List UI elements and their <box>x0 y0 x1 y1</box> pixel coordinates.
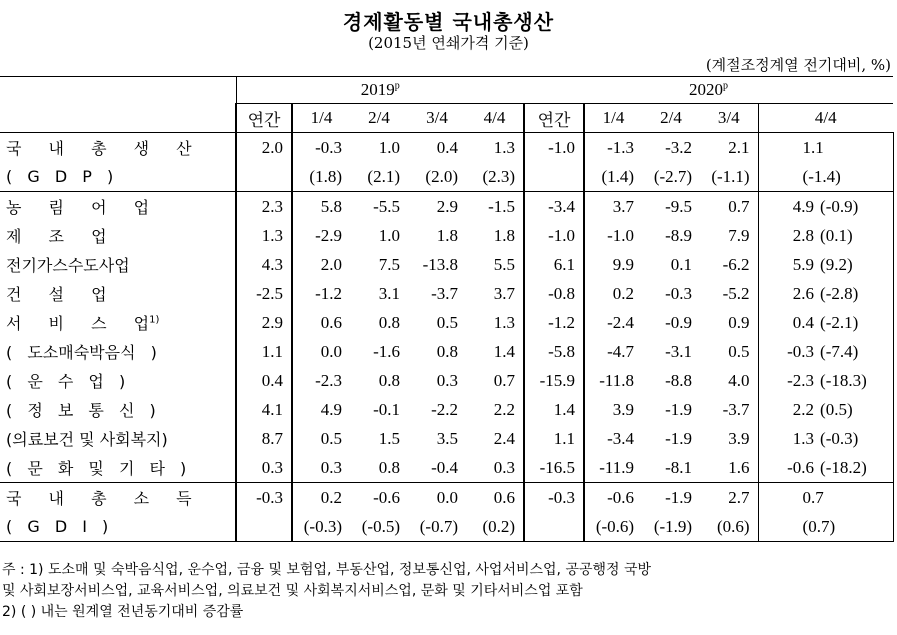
cell-7: -1.9 <box>665 428 693 448</box>
cell-9: 1.3 <box>758 424 818 453</box>
cell-9: -0.6 <box>758 453 818 483</box>
cell-5 <box>524 512 584 542</box>
cell-5: -15.9 <box>524 366 584 395</box>
cell-5: 1.4 <box>524 395 584 424</box>
cell-3: -13.8 <box>422 254 458 274</box>
cell-10: (-2.1) <box>818 308 893 337</box>
cell-5: -3.4 <box>524 192 584 222</box>
row-label: 건 설 업 <box>6 285 107 304</box>
cell-1: (-0.3) <box>292 512 350 542</box>
cell-9: -0.3 <box>758 337 818 366</box>
cell-4: (2.3) <box>466 162 524 192</box>
cell-4: 0.3 <box>466 453 524 483</box>
cell-1: -1.2 <box>315 283 342 303</box>
cell-10: (-18.2) <box>818 453 893 483</box>
cell-6: -1.0 <box>607 225 635 245</box>
quarter-header-2: 2/4 <box>350 104 408 133</box>
cell-9: 2.8 <box>758 221 818 250</box>
cell-6: 9.9 <box>612 254 635 274</box>
row-label: ( 도소매숙박음식 ) <box>6 343 157 362</box>
footnote-2: 2) ( ) 내는 원계열 전년동기대비 증감률 <box>2 604 244 620</box>
year-header-row <box>0 77 893 104</box>
cell-10: (0.1) <box>818 221 893 250</box>
cell-9: (0.7) <box>758 512 893 542</box>
cell-5: -16.5 <box>524 453 584 483</box>
table-row <box>0 424 893 453</box>
cell-2: -1.6 <box>373 341 400 361</box>
cell-3: -3.7 <box>431 283 458 303</box>
cell-3: -2.2 <box>431 399 458 419</box>
cell-1: -2.9 <box>315 225 342 245</box>
cell-7: -1.9 <box>665 487 693 507</box>
cell-7: -0.3 <box>665 283 693 303</box>
cell-0 <box>236 162 292 192</box>
cell-2: 1.5 <box>378 428 400 448</box>
cell-8: 3.9 <box>728 428 750 448</box>
cell-7: 0.1 <box>670 254 693 274</box>
cell-2: (2.1) <box>350 162 408 192</box>
cell-9: (-1.4) <box>758 162 893 192</box>
cell-9: -2.3 <box>758 366 818 395</box>
cell-8: -6.2 <box>722 254 750 274</box>
cell-3: 0.8 <box>436 341 458 361</box>
row-label: ( 운 수 업 ) <box>6 372 126 391</box>
quarter-header-1: 1/4 <box>292 104 350 133</box>
cell-9: 2.2 <box>758 395 818 424</box>
cell-4: 0.6 <box>493 487 516 507</box>
cell-6: -0.6 <box>607 487 635 507</box>
row-label: ( 정 보 통 신 ) <box>6 401 156 420</box>
cell-0: 4.3 <box>236 250 292 279</box>
cell-3: (2.0) <box>408 162 466 192</box>
cell-10: (-0.9) <box>818 192 893 222</box>
cell-10: (-18.3) <box>818 366 893 395</box>
cell-2: 0.8 <box>350 453 408 483</box>
table-row <box>0 512 893 542</box>
cell-10: (-7.4) <box>818 337 893 366</box>
cell-5: -1.0 <box>524 221 584 250</box>
cell-5: -5.8 <box>524 337 584 366</box>
cell-3: 2.9 <box>436 196 458 216</box>
cell-9: 0.7 <box>758 483 893 513</box>
cell-6: -1.3 <box>607 137 635 157</box>
cell-0: 1.1 <box>236 337 292 366</box>
cell-9: 0.4 <box>758 308 818 337</box>
cell-1: 0.0 <box>320 341 342 361</box>
row-label: (의료보건 및 사회복지) <box>6 430 168 449</box>
table-row <box>0 337 893 366</box>
cell-2: -0.6 <box>373 487 400 507</box>
cell-1: -2.3 <box>315 370 342 390</box>
cell-7: -8.9 <box>665 225 693 245</box>
quarter-header-7: 2/4 <box>642 104 700 133</box>
cell-7: -3.1 <box>665 341 693 361</box>
cell-0: 8.7 <box>236 424 292 453</box>
row-label: 제 조 업 <box>6 227 107 246</box>
cell-2: 1.0 <box>378 137 400 157</box>
cell-7: (-2.7) <box>642 162 700 192</box>
cell-6: (1.4) <box>584 162 642 192</box>
cell-2: 1.0 <box>378 225 400 245</box>
cell-3: 0.4 <box>436 137 458 157</box>
cell-8: 2.1 <box>728 137 750 157</box>
cell-6: -11.8 <box>599 370 635 390</box>
cell-9: 4.9 <box>758 192 818 222</box>
cell-10: (-2.8) <box>818 279 893 308</box>
cell-2: 3.1 <box>378 283 400 303</box>
cell-7: -9.5 <box>665 196 693 216</box>
cell-0 <box>236 512 292 542</box>
row-label: 국 내 총 생 산 <box>6 139 192 158</box>
cell-5: 1.1 <box>524 424 584 453</box>
cell-0: 2.9 <box>236 308 292 337</box>
cell-6: 0.2 <box>612 283 635 303</box>
cell-5: -1.2 <box>524 308 584 337</box>
cell-0: 4.1 <box>236 395 292 424</box>
cell-6: 3.9 <box>612 399 635 419</box>
cell-4: 2.4 <box>493 428 516 448</box>
cell-9: 2.6 <box>758 279 818 308</box>
cell-6: (-0.6) <box>584 512 642 542</box>
cell-2: 7.5 <box>378 254 400 274</box>
cell-3: 0.0 <box>436 487 458 507</box>
row-label: 전기가스수도사업 <box>6 256 130 275</box>
cell-7: -0.9 <box>665 312 693 332</box>
cell-4: 0.7 <box>493 370 516 390</box>
cell-2: 0.8 <box>378 312 400 332</box>
row-label: ( 문 화 및 기 타 ) <box>0 453 236 483</box>
quarter-header-6: 1/4 <box>584 104 642 133</box>
cell-5: -0.3 <box>524 483 584 513</box>
cell-2: 0.8 <box>378 370 400 390</box>
cell-8: -3.7 <box>722 399 750 419</box>
cell-1: 0.2 <box>320 487 342 507</box>
table-row <box>0 395 893 424</box>
cell-1: 4.9 <box>320 399 342 419</box>
cell-5: 6.1 <box>524 250 584 279</box>
cell-0: 2.0 <box>236 133 292 163</box>
quarter-header-3: 3/4 <box>408 104 466 133</box>
cell-3: 3.5 <box>436 428 458 448</box>
cell-4: 1.3 <box>493 312 516 332</box>
cell-10: (9.2) <box>818 250 893 279</box>
cell-6: -2.4 <box>607 312 635 332</box>
cell-7: -1.9 <box>665 399 693 419</box>
cell-10: (0.5) <box>818 395 893 424</box>
unit-label: (계절조정계열 전기대비, %) <box>705 56 891 74</box>
year-header-2019: 2019$^p$ <box>236 77 524 104</box>
quarter-header-5: 연간 <box>524 104 584 133</box>
cell-8: 0.9 <box>728 312 750 332</box>
row-label: 서 비 스 업$^{1)}$ <box>6 314 160 333</box>
cell-4: 1.3 <box>493 137 516 157</box>
cell-4: (0.2) <box>466 512 524 542</box>
cell-1: 0.3 <box>292 453 350 483</box>
cell-5: -0.8 <box>524 279 584 308</box>
cell-1: (1.8) <box>292 162 350 192</box>
cell-4: -1.5 <box>488 196 516 216</box>
table-row <box>0 133 893 163</box>
table-row <box>0 192 893 222</box>
row-label: ( G D P ) <box>0 162 236 192</box>
cell-7: -3.2 <box>665 137 693 157</box>
cell-2: -5.5 <box>373 196 400 216</box>
row-label: 국 내 총 소 득 <box>6 489 192 508</box>
year-header-2020: 2020$^p$ <box>524 77 893 104</box>
table-row <box>0 453 893 483</box>
quarter-header-4: 4/4 <box>466 104 524 133</box>
row-label: 농 림 어 업 <box>6 198 150 217</box>
cell-4: 1.4 <box>493 341 516 361</box>
cell-8: (0.6) <box>700 512 758 542</box>
cell-4: 1.8 <box>493 225 516 245</box>
cell-3: (-0.7) <box>408 512 466 542</box>
cell-1: 5.8 <box>320 196 342 216</box>
table-row <box>0 308 893 337</box>
cell-8: 4.0 <box>728 370 750 390</box>
cell-10: (-0.3) <box>818 424 893 453</box>
cell-6: -4.7 <box>607 341 635 361</box>
cell-0: 0.4 <box>236 366 292 395</box>
cell-4: 2.2 <box>493 399 516 419</box>
cell-3: 0.5 <box>436 312 458 332</box>
cell-0: 2.3 <box>236 192 292 222</box>
cell-7: -8.1 <box>642 453 700 483</box>
cell-6: -11.9 <box>584 453 642 483</box>
cell-8: 7.9 <box>728 225 750 245</box>
cell-4: 5.5 <box>493 254 516 274</box>
quarter-header-0: 연간 <box>236 104 292 133</box>
cell-8: 2.7 <box>728 487 750 507</box>
footnote-1b: 및 사회보장서비스업, 교육서비스업, 의료보건 및 사회복지서비스업, 문화 및 기타서비스업 포함 <box>2 583 583 599</box>
cell-1: 0.5 <box>320 428 342 448</box>
cell-0: 0.3 <box>236 453 292 483</box>
table-row <box>0 250 893 279</box>
cell-7: (-1.9) <box>642 512 700 542</box>
row-label: ( G D I ) <box>0 512 236 542</box>
cell-5: -1.0 <box>524 133 584 163</box>
quarter-header-row <box>0 104 893 133</box>
cell-2: (-0.5) <box>350 512 408 542</box>
footnotes <box>2 560 895 623</box>
cell-6: -3.4 <box>607 428 635 448</box>
cell-8: 0.5 <box>728 341 750 361</box>
page-title: 경제활동별 국내총생산 <box>342 10 555 34</box>
table-row <box>0 483 893 513</box>
table-row <box>0 366 893 395</box>
cell-0: 1.3 <box>236 221 292 250</box>
cell-3: 0.3 <box>436 370 458 390</box>
footnote-1a: 주 : 1) 도소매 및 숙박음식업, 운수업, 금융 및 보험업, 부동산업, 정보통신업, 사업서비스업, 공공행정 국방 <box>2 562 652 578</box>
cell-8: (-1.1) <box>700 162 758 192</box>
cell-1: 2.0 <box>320 254 342 274</box>
gdp-table <box>0 76 894 542</box>
cell-2: -0.1 <box>373 399 400 419</box>
cell-1: -0.3 <box>315 137 342 157</box>
quarter-header-9: 4/4 <box>758 104 893 133</box>
cell-0: -2.5 <box>236 279 292 308</box>
cell-9: 1.1 <box>758 133 893 163</box>
cell-1: 0.6 <box>320 312 342 332</box>
cell-4: 3.7 <box>493 283 516 303</box>
cell-0: -0.3 <box>236 483 292 513</box>
cell-7: -8.8 <box>665 370 693 390</box>
cell-5 <box>524 162 584 192</box>
cell-6: 3.7 <box>612 196 635 216</box>
cell-3: 1.8 <box>436 225 458 245</box>
table-row <box>0 162 893 192</box>
cell-9: 5.9 <box>758 250 818 279</box>
cell-3: -0.4 <box>408 453 466 483</box>
quarter-header-8: 3/4 <box>700 104 758 133</box>
cell-8: 0.7 <box>728 196 750 216</box>
table-row <box>0 279 893 308</box>
cell-8: 1.6 <box>700 453 758 483</box>
page-subtitle: (2015년 연쇄가격 기준) <box>368 34 529 52</box>
table-row <box>0 221 893 250</box>
cell-8: -5.2 <box>722 283 750 303</box>
